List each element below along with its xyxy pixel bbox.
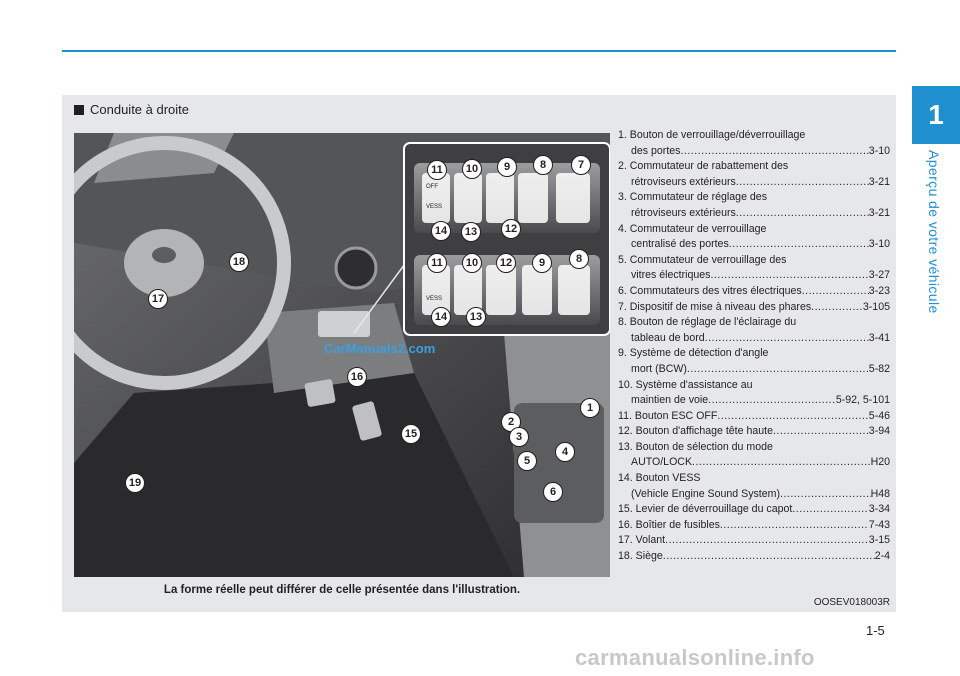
callout-number-9: 9 xyxy=(532,253,552,273)
list-item-label: 10. Système d'assistance au xyxy=(618,378,753,391)
list-item-page: 3-34 xyxy=(868,503,890,516)
leader-dots xyxy=(687,362,869,378)
callout-number-14: 14 xyxy=(431,221,451,241)
list-item xyxy=(618,409,890,425)
list-item xyxy=(618,159,890,190)
leader-dots xyxy=(773,424,869,440)
list-item-page: 3-41 xyxy=(868,331,890,344)
list-item-page: H48 xyxy=(870,487,890,500)
leader-dots xyxy=(705,331,869,347)
leader-dots xyxy=(811,300,863,316)
list-item-label: 12. Bouton d'affichage tête haute xyxy=(618,425,773,438)
top-rule xyxy=(62,50,896,52)
leader-dots xyxy=(710,268,868,284)
list-item-label: 13. Bouton de sélection du mode xyxy=(618,440,773,453)
panel-title-text: Conduite à droite xyxy=(90,102,190,117)
leader-dots xyxy=(780,487,871,503)
callout-number-10: 10 xyxy=(462,159,482,179)
page-number: 1-5 xyxy=(866,623,885,638)
list-item-continuation: vitres électriques xyxy=(631,269,711,282)
list-item-page: 3-94 xyxy=(868,425,890,438)
list-item xyxy=(618,190,890,221)
list-item-label: 17. Volant xyxy=(618,534,666,547)
callout-number-11: 11 xyxy=(427,160,447,180)
list-item-page: 3-21 xyxy=(868,175,890,188)
leader-dots xyxy=(736,175,869,191)
callout-number-8: 8 xyxy=(533,155,553,175)
list-item-label: 5. Commutateur de verrouillage des xyxy=(618,253,787,266)
list-item-label: 4. Commutateur de verrouillage xyxy=(618,222,767,235)
callout-number-1: 1 xyxy=(580,398,600,418)
list-item xyxy=(618,128,890,159)
list-item-continuation: centralisé des portes xyxy=(631,238,729,251)
inset-off-label: OFF xyxy=(426,184,438,190)
list-item xyxy=(618,518,890,534)
list-item-label: 1. Bouton de verrouillage/déverrouillage xyxy=(618,129,806,141)
list-item-page: 3-10 xyxy=(868,144,890,157)
list-item xyxy=(618,502,890,518)
list-item-label: 3. Commutateur de réglage des xyxy=(618,191,767,204)
list-item xyxy=(618,300,890,316)
list-item-page: H20 xyxy=(870,456,890,469)
chapter-title: Aperçu de votre véhicule xyxy=(926,150,942,314)
list-item-page: 5-82 xyxy=(868,362,890,375)
site-watermark: carmanualsonline.info xyxy=(575,645,815,670)
callout-number-18: 18 xyxy=(229,252,249,272)
list-item-label: 9. Système de détection d'angle xyxy=(618,347,769,360)
leader-dots xyxy=(736,206,869,222)
list-item-label: 18. Siège xyxy=(618,550,663,563)
callout-number-9: 9 xyxy=(497,157,517,177)
list-item-continuation: mort (BCW) xyxy=(631,362,687,375)
list-item-page: 3-27 xyxy=(868,269,890,282)
list-item xyxy=(618,284,890,300)
list-item xyxy=(618,253,890,284)
inset-vess-label-2: VESS xyxy=(426,296,443,302)
leader-dots xyxy=(729,237,869,253)
leader-dots xyxy=(680,144,868,160)
callout-number-3: 3 xyxy=(509,427,529,447)
list-item xyxy=(618,378,890,409)
chapter-number: 1 xyxy=(928,99,944,130)
list-item-continuation: tableau de bord xyxy=(631,331,705,344)
list-item-page: 3-21 xyxy=(868,206,890,219)
callout-number-10: 10 xyxy=(462,253,482,273)
callout-number-12: 12 xyxy=(496,253,516,273)
callout-number-7: 7 xyxy=(571,155,591,175)
list-item-page: 2-4 xyxy=(874,550,890,563)
list-item-label: 8. Bouton de réglage de l'éclairage du xyxy=(618,316,797,329)
callout-number-17: 17 xyxy=(148,289,168,309)
leader-dots xyxy=(665,533,869,549)
list-item-continuation: maintien de voie xyxy=(631,394,709,407)
list-item xyxy=(618,440,890,471)
list-item-label: 14. Bouton VESS xyxy=(618,472,701,485)
list-item-label: 7. Dispositif de mise à niveau des phares xyxy=(618,300,812,313)
list-item xyxy=(618,346,890,377)
content-panel xyxy=(62,95,896,612)
leader-dots xyxy=(708,393,836,409)
list-item-label: 2. Commutateur de rabattement des xyxy=(618,160,789,173)
list-item-label: 15. Levier de déverrouillage du capot xyxy=(618,503,793,516)
callout-number-19: 19 xyxy=(125,473,145,493)
list-item-page: 3-105 xyxy=(862,300,890,313)
leader-dots xyxy=(802,284,869,300)
overlay-watermark: CarManuals2.com xyxy=(324,341,436,356)
chapter-tab xyxy=(912,86,960,144)
callout-number-2: 2 xyxy=(501,412,521,432)
list-item xyxy=(618,471,890,502)
list-item-page: 7-43 xyxy=(868,518,890,531)
inset-vess-label: VESS xyxy=(426,204,443,210)
list-item-continuation: (Vehicle Engine Sound System) xyxy=(631,487,780,500)
list-item xyxy=(618,222,890,253)
leader-dots xyxy=(692,455,871,471)
leader-dots xyxy=(720,518,869,534)
leader-dots xyxy=(663,549,875,565)
list-item-page: 3-10 xyxy=(868,238,890,251)
list-item-continuation: des portes xyxy=(631,144,681,157)
list-item xyxy=(618,315,890,346)
list-item-label: 11. Bouton ESC OFF xyxy=(618,409,718,422)
leader-dots xyxy=(717,409,868,425)
leader-dots xyxy=(792,502,868,518)
callout-number-13: 13 xyxy=(461,222,481,242)
panel-title xyxy=(74,102,189,117)
callout-number-6: 6 xyxy=(543,482,563,502)
list-item xyxy=(618,533,890,549)
callout-number-13: 13 xyxy=(466,307,486,327)
component-list xyxy=(618,128,890,565)
callout-number-14: 14 xyxy=(431,307,451,327)
list-item-continuation: rétroviseurs extérieurs xyxy=(631,206,736,219)
list-item-page: 5-92, 5-101 xyxy=(835,394,890,407)
list-item xyxy=(618,549,890,565)
list-item-label: 6. Commutateurs des vitres électriques xyxy=(618,284,802,297)
callout-number-5: 5 xyxy=(517,451,537,471)
callout-number-4: 4 xyxy=(555,442,575,462)
list-item-continuation: AUTO/LOCK xyxy=(631,456,693,469)
interior-illustration xyxy=(74,133,610,577)
list-item-label: 16. Boîtier de fusibles xyxy=(618,518,720,531)
callout-number-12: 12 xyxy=(501,219,521,239)
list-item-continuation: rétroviseurs extérieurs xyxy=(631,175,736,188)
square-bullet-icon xyxy=(74,105,84,115)
callout-number-11: 11 xyxy=(427,253,447,273)
callout-number-15: 15 xyxy=(401,424,421,444)
list-item-page: 3-23 xyxy=(868,284,890,297)
callout-number-16: 16 xyxy=(347,367,367,387)
illustration-code: OOSEV018003R xyxy=(813,597,890,608)
list-item-page: 5-46 xyxy=(868,409,890,422)
callout-number-8: 8 xyxy=(569,249,589,269)
list-item xyxy=(618,424,890,440)
illustration-caption: La forme réelle peut différer de celle présentée dans l'illustration. xyxy=(163,584,521,596)
list-item-page: 3-15 xyxy=(868,534,890,547)
